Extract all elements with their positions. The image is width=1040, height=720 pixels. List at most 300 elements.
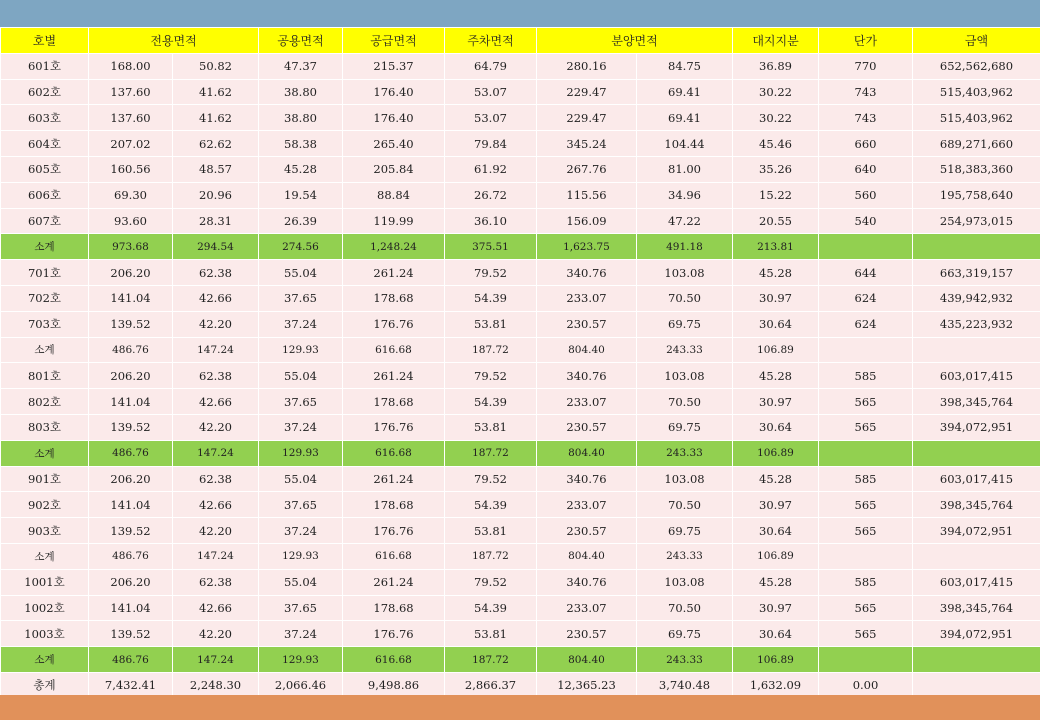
amount-cell: [913, 337, 1040, 363]
sale-extra-cell: 69.41: [637, 105, 733, 131]
sale-area-cell: 267.76: [537, 156, 637, 182]
land-share-cell: 30.64: [733, 414, 819, 440]
amount-cell: 394,072,951: [913, 518, 1040, 544]
supply-area-cell: 215.37: [343, 53, 445, 79]
unit-cell: 소계: [1, 543, 89, 569]
common-area-cell: 37.24: [259, 621, 343, 647]
exclusive-area-cell: 486.76: [89, 440, 173, 466]
supply-area-cell: 616.68: [343, 337, 445, 363]
bottom-bar: [0, 695, 1040, 720]
sale-extra-cell: 70.50: [637, 595, 733, 621]
common-area-cell: 129.93: [259, 337, 343, 363]
amount-cell: 652,562,680: [913, 53, 1040, 79]
unit-cell: 1003호: [1, 621, 89, 647]
unit-cell: 1001호: [1, 569, 89, 595]
sale-area-cell: 340.76: [537, 363, 637, 389]
parking-area-cell: 54.39: [445, 595, 537, 621]
table-row: [1, 569, 1040, 595]
parking-area-cell: 79.52: [445, 260, 537, 286]
table-row: [1, 492, 1040, 518]
sale-area-cell: 230.57: [537, 621, 637, 647]
parking-area-cell: 79.84: [445, 131, 537, 157]
land-share-cell: 30.97: [733, 285, 819, 311]
unit-cell: 607호: [1, 208, 89, 234]
unit-price-cell: 565: [819, 492, 913, 518]
amount-cell: 435,223,932: [913, 311, 1040, 337]
unit-cell: 602호: [1, 79, 89, 105]
sale-area-cell: 804.40: [537, 647, 637, 673]
common-area-cell: 47.37: [259, 53, 343, 79]
unit-price-cell: [819, 647, 913, 673]
parking-area-cell: 79.52: [445, 363, 537, 389]
sale-area-cell: 233.07: [537, 389, 637, 415]
exclusive-extra-cell: 147.24: [173, 543, 259, 569]
unit-cell: 소계: [1, 234, 89, 260]
unit-price-cell: 644: [819, 260, 913, 286]
amount-cell: 394,072,951: [913, 414, 1040, 440]
parking-area-cell: 2,866.37: [445, 672, 537, 698]
sale-area-cell: 340.76: [537, 466, 637, 492]
land-share-cell: 45.28: [733, 363, 819, 389]
unit-cell: 1002호: [1, 595, 89, 621]
unit-price-cell: 770: [819, 53, 913, 79]
unit-cell: 604호: [1, 131, 89, 157]
exclusive-area-cell: 486.76: [89, 543, 173, 569]
exclusive-extra-cell: 42.66: [173, 285, 259, 311]
unit-price-cell: 0.00: [819, 672, 913, 698]
amount-cell: 603,017,415: [913, 363, 1040, 389]
supply-area-cell: 119.99: [343, 208, 445, 234]
exclusive-extra-cell: 147.24: [173, 337, 259, 363]
parking-area-cell: 26.72: [445, 182, 537, 208]
common-area-cell: 37.65: [259, 492, 343, 518]
table-row: [1, 311, 1040, 337]
unit-cell: 901호: [1, 466, 89, 492]
unit-cell: 902호: [1, 492, 89, 518]
amount-cell: 398,345,764: [913, 389, 1040, 415]
land-share-cell: 45.28: [733, 260, 819, 286]
exclusive-area-cell: 486.76: [89, 647, 173, 673]
supply-area-cell: 261.24: [343, 260, 445, 286]
common-area-cell: 38.80: [259, 79, 343, 105]
supply-area-cell: 616.68: [343, 543, 445, 569]
sale-area-cell: 12,365.23: [537, 672, 637, 698]
sale-extra-cell: 69.75: [637, 311, 733, 337]
sale-area-cell: 230.57: [537, 414, 637, 440]
supply-area-cell: 176.76: [343, 414, 445, 440]
parking-area-cell: 79.52: [445, 569, 537, 595]
unit-cell: 703호: [1, 311, 89, 337]
common-area-cell: 37.24: [259, 311, 343, 337]
parking-area-cell: 187.72: [445, 647, 537, 673]
exclusive-area-cell: 137.60: [89, 79, 173, 105]
exclusive-extra-cell: 42.66: [173, 595, 259, 621]
exclusive-area-cell: 206.20: [89, 569, 173, 595]
supply-area-cell: 176.40: [343, 79, 445, 105]
sale-area-cell: 233.07: [537, 492, 637, 518]
parking-area-cell: 187.72: [445, 543, 537, 569]
exclusive-area-cell: 7,432.41: [89, 672, 173, 698]
table-row: [1, 182, 1040, 208]
amount-cell: [913, 543, 1040, 569]
common-area-cell: 19.54: [259, 182, 343, 208]
sale-area-cell: 115.56: [537, 182, 637, 208]
table-row: [1, 260, 1040, 286]
sale-area-cell: 340.76: [537, 260, 637, 286]
supply-area-cell: 261.24: [343, 363, 445, 389]
header-common-area: 공용면적: [259, 28, 343, 54]
exclusive-extra-cell: 28.31: [173, 208, 259, 234]
sale-extra-cell: 81.00: [637, 156, 733, 182]
common-area-cell: 274.56: [259, 234, 343, 260]
unit-cell: 605호: [1, 156, 89, 182]
sale-area-cell: 1,623.75: [537, 234, 637, 260]
land-share-cell: 45.28: [733, 466, 819, 492]
supply-area-cell: 261.24: [343, 569, 445, 595]
supply-area-cell: 176.76: [343, 621, 445, 647]
land-share-cell: 45.46: [733, 131, 819, 157]
sale-area-cell: 345.24: [537, 131, 637, 157]
sale-extra-cell: 103.08: [637, 260, 733, 286]
unit-price-cell: 565: [819, 621, 913, 647]
land-share-cell: 36.89: [733, 53, 819, 79]
common-area-cell: 38.80: [259, 105, 343, 131]
unit-cell: 606호: [1, 182, 89, 208]
exclusive-area-cell: 139.52: [89, 311, 173, 337]
exclusive-area-cell: 206.20: [89, 260, 173, 286]
unit-cell: 소계: [1, 647, 89, 673]
header-sale-area: 분양면적: [537, 28, 733, 54]
common-area-cell: 26.39: [259, 208, 343, 234]
header-parking-area: 주차면적: [445, 28, 537, 54]
header-unit: 호별: [1, 28, 89, 54]
sale-extra-cell: 69.75: [637, 518, 733, 544]
land-share-cell: 30.97: [733, 595, 819, 621]
parking-area-cell: 64.79: [445, 53, 537, 79]
exclusive-extra-cell: 42.20: [173, 311, 259, 337]
parking-area-cell: 53.81: [445, 621, 537, 647]
sale-area-cell: 233.07: [537, 595, 637, 621]
unit-price-cell: 565: [819, 595, 913, 621]
sale-extra-cell: 84.75: [637, 53, 733, 79]
common-area-cell: 37.65: [259, 389, 343, 415]
subtotal-row: [1, 234, 1040, 260]
unit-price-cell: 624: [819, 285, 913, 311]
sale-area-cell: 804.40: [537, 440, 637, 466]
exclusive-area-cell: 139.52: [89, 518, 173, 544]
common-area-cell: 55.04: [259, 363, 343, 389]
parking-area-cell: 53.81: [445, 311, 537, 337]
unit-price-cell: [819, 234, 913, 260]
sale-extra-cell: 69.75: [637, 621, 733, 647]
amount-cell: 689,271,660: [913, 131, 1040, 157]
header-amount: 금액: [913, 28, 1040, 54]
sale-extra-cell: 69.75: [637, 414, 733, 440]
sale-area-cell: 804.40: [537, 543, 637, 569]
header-exclusive-area: 전용면적: [89, 28, 259, 54]
sale-extra-cell: 243.33: [637, 647, 733, 673]
exclusive-area-cell: 69.30: [89, 182, 173, 208]
table-row: [1, 53, 1040, 79]
table-row: [1, 389, 1040, 415]
sale-extra-cell: 70.50: [637, 389, 733, 415]
common-area-cell: 129.93: [259, 647, 343, 673]
land-share-cell: 106.89: [733, 337, 819, 363]
table-row: [1, 621, 1040, 647]
sale-area-cell: 230.57: [537, 311, 637, 337]
subtotal-row: [1, 337, 1040, 363]
land-share-cell: 106.89: [733, 440, 819, 466]
sale-area-cell: 280.16: [537, 53, 637, 79]
supply-area-cell: 178.68: [343, 492, 445, 518]
unit-price-cell: 565: [819, 389, 913, 415]
table-row: [1, 131, 1040, 157]
header-supply-area: 공급면적: [343, 28, 445, 54]
exclusive-area-cell: 141.04: [89, 285, 173, 311]
top-bar: [0, 0, 1040, 27]
sale-extra-cell: 103.08: [637, 569, 733, 595]
unit-cell: 701호: [1, 260, 89, 286]
supply-area-cell: 178.68: [343, 595, 445, 621]
land-share-cell: 20.55: [733, 208, 819, 234]
amount-cell: 603,017,415: [913, 466, 1040, 492]
exclusive-extra-cell: 62.38: [173, 569, 259, 595]
table-row: [1, 105, 1040, 131]
amount-cell: [913, 440, 1040, 466]
common-area-cell: 2,066.46: [259, 672, 343, 698]
sale-extra-cell: 243.33: [637, 440, 733, 466]
supply-area-cell: 176.76: [343, 311, 445, 337]
common-area-cell: 55.04: [259, 466, 343, 492]
amount-cell: 398,345,764: [913, 595, 1040, 621]
exclusive-extra-cell: 42.20: [173, 414, 259, 440]
unit-price-cell: 585: [819, 466, 913, 492]
exclusive-area-cell: 206.20: [89, 363, 173, 389]
parking-area-cell: 61.92: [445, 156, 537, 182]
unit-cell: 총계: [1, 672, 89, 698]
sale-area-cell: 156.09: [537, 208, 637, 234]
sale-extra-cell: 69.41: [637, 79, 733, 105]
exclusive-area-cell: 160.56: [89, 156, 173, 182]
supply-area-cell: 261.24: [343, 466, 445, 492]
exclusive-area-cell: 141.04: [89, 492, 173, 518]
sale-area-cell: 233.07: [537, 285, 637, 311]
land-share-cell: 15.22: [733, 182, 819, 208]
parking-area-cell: 36.10: [445, 208, 537, 234]
unit-cell: 702호: [1, 285, 89, 311]
land-share-cell: 213.81: [733, 234, 819, 260]
sale-area-cell: 229.47: [537, 79, 637, 105]
supply-area-cell: 616.68: [343, 647, 445, 673]
exclusive-area-cell: 973.68: [89, 234, 173, 260]
supply-area-cell: 176.40: [343, 105, 445, 131]
sale-extra-cell: 70.50: [637, 492, 733, 518]
supply-area-cell: 205.84: [343, 156, 445, 182]
exclusive-extra-cell: 2,248.30: [173, 672, 259, 698]
exclusive-extra-cell: 20.96: [173, 182, 259, 208]
exclusive-area-cell: 139.52: [89, 621, 173, 647]
unit-cell: 802호: [1, 389, 89, 415]
unit-price-cell: 565: [819, 518, 913, 544]
parking-area-cell: 53.07: [445, 105, 537, 131]
supply-area-cell: 616.68: [343, 440, 445, 466]
sale-extra-cell: 103.08: [637, 466, 733, 492]
land-share-cell: 30.97: [733, 389, 819, 415]
unit-price-cell: 565: [819, 414, 913, 440]
exclusive-extra-cell: 42.66: [173, 492, 259, 518]
exclusive-extra-cell: 41.62: [173, 105, 259, 131]
unit-cell: 601호: [1, 53, 89, 79]
amount-cell: 515,403,962: [913, 105, 1040, 131]
amount-cell: 515,403,962: [913, 79, 1040, 105]
sale-area-cell: 230.57: [537, 518, 637, 544]
exclusive-extra-cell: 62.38: [173, 363, 259, 389]
common-area-cell: 58.38: [259, 131, 343, 157]
land-share-cell: 30.64: [733, 621, 819, 647]
amount-cell: 394,072,951: [913, 621, 1040, 647]
exclusive-area-cell: 168.00: [89, 53, 173, 79]
exclusive-area-cell: 206.20: [89, 466, 173, 492]
exclusive-area-cell: 93.60: [89, 208, 173, 234]
table-row: [1, 79, 1040, 105]
amount-cell: [913, 234, 1040, 260]
exclusive-extra-cell: 50.82: [173, 53, 259, 79]
land-share-cell: 30.22: [733, 79, 819, 105]
amount-cell: 518,383,360: [913, 156, 1040, 182]
exclusive-area-cell: 137.60: [89, 105, 173, 131]
exclusive-area-cell: 207.02: [89, 131, 173, 157]
exclusive-extra-cell: 42.20: [173, 518, 259, 544]
sale-extra-cell: 243.33: [637, 543, 733, 569]
unit-cell: 603호: [1, 105, 89, 131]
parking-area-cell: 79.52: [445, 466, 537, 492]
supply-area-cell: 178.68: [343, 389, 445, 415]
table-row: [1, 466, 1040, 492]
parking-area-cell: 53.07: [445, 79, 537, 105]
parking-area-cell: 54.39: [445, 492, 537, 518]
exclusive-area-cell: 139.52: [89, 414, 173, 440]
amount-cell: 398,345,764: [913, 492, 1040, 518]
exclusive-area-cell: 486.76: [89, 337, 173, 363]
table-row: [1, 414, 1040, 440]
supply-area-cell: 9,498.86: [343, 672, 445, 698]
parking-area-cell: 53.81: [445, 414, 537, 440]
common-area-cell: 55.04: [259, 569, 343, 595]
land-share-cell: 30.22: [733, 105, 819, 131]
unit-cell: 903호: [1, 518, 89, 544]
table-row: [1, 595, 1040, 621]
land-share-cell: 35.26: [733, 156, 819, 182]
exclusive-extra-cell: 62.62: [173, 131, 259, 157]
common-area-cell: 37.24: [259, 518, 343, 544]
unit-price-cell: 540: [819, 208, 913, 234]
sale-extra-cell: 491.18: [637, 234, 733, 260]
common-area-cell: 45.28: [259, 156, 343, 182]
unit-price-cell: [819, 543, 913, 569]
common-area-cell: 37.65: [259, 595, 343, 621]
parking-area-cell: 187.72: [445, 337, 537, 363]
sale-extra-cell: 34.96: [637, 182, 733, 208]
sale-area-cell: 804.40: [537, 337, 637, 363]
unit-cell: 801호: [1, 363, 89, 389]
unit-price-cell: 743: [819, 79, 913, 105]
area-price-table: [0, 27, 1040, 699]
land-share-cell: 30.64: [733, 311, 819, 337]
unit-price-cell: 560: [819, 182, 913, 208]
subtotal-row: [1, 543, 1040, 569]
unit-cell: 소계: [1, 337, 89, 363]
common-area-cell: 37.24: [259, 414, 343, 440]
parking-area-cell: 54.39: [445, 389, 537, 415]
exclusive-extra-cell: 147.24: [173, 647, 259, 673]
exclusive-extra-cell: 294.54: [173, 234, 259, 260]
amount-cell: 254,973,015: [913, 208, 1040, 234]
amount-cell: 195,758,640: [913, 182, 1040, 208]
table-row: [1, 285, 1040, 311]
sale-extra-cell: 103.08: [637, 363, 733, 389]
table-row: [1, 208, 1040, 234]
land-share-cell: 30.97: [733, 492, 819, 518]
subtotal-row: [1, 440, 1040, 466]
exclusive-extra-cell: 42.20: [173, 621, 259, 647]
header-row: [1, 28, 1040, 54]
unit-price-cell: 660: [819, 131, 913, 157]
supply-area-cell: 178.68: [343, 285, 445, 311]
amount-cell: 603,017,415: [913, 569, 1040, 595]
header-land-share: 대지지분: [733, 28, 819, 54]
unit-price-cell: [819, 440, 913, 466]
subtotal-row: [1, 647, 1040, 673]
sale-extra-cell: 243.33: [637, 337, 733, 363]
exclusive-extra-cell: 62.38: [173, 466, 259, 492]
parking-area-cell: 375.51: [445, 234, 537, 260]
amount-cell: 663,319,157: [913, 260, 1040, 286]
unit-price-cell: 585: [819, 363, 913, 389]
sale-extra-cell: 70.50: [637, 285, 733, 311]
table-row: [1, 518, 1040, 544]
parking-area-cell: 53.81: [445, 518, 537, 544]
unit-price-cell: 585: [819, 569, 913, 595]
parking-area-cell: 187.72: [445, 440, 537, 466]
exclusive-extra-cell: 147.24: [173, 440, 259, 466]
amount-cell: 439,942,932: [913, 285, 1040, 311]
exclusive-extra-cell: 48.57: [173, 156, 259, 182]
exclusive-area-cell: 141.04: [89, 389, 173, 415]
sale-area-cell: 229.47: [537, 105, 637, 131]
exclusive-extra-cell: 62.38: [173, 260, 259, 286]
land-share-cell: 1,632.09: [733, 672, 819, 698]
common-area-cell: 129.93: [259, 440, 343, 466]
sale-area-cell: 340.76: [537, 569, 637, 595]
common-area-cell: 37.65: [259, 285, 343, 311]
exclusive-extra-cell: 42.66: [173, 389, 259, 415]
exclusive-extra-cell: 41.62: [173, 79, 259, 105]
supply-area-cell: 176.76: [343, 518, 445, 544]
table-row: [1, 363, 1040, 389]
unit-cell: 소계: [1, 440, 89, 466]
parking-area-cell: 54.39: [445, 285, 537, 311]
amount-cell: [913, 647, 1040, 673]
supply-area-cell: 88.84: [343, 182, 445, 208]
unit-price-cell: 624: [819, 311, 913, 337]
header-unit-price: 단가: [819, 28, 913, 54]
supply-area-cell: 1,248.24: [343, 234, 445, 260]
unit-price-cell: [819, 337, 913, 363]
land-share-cell: 106.89: [733, 647, 819, 673]
land-share-cell: 106.89: [733, 543, 819, 569]
table-row: [1, 156, 1040, 182]
exclusive-area-cell: 141.04: [89, 595, 173, 621]
